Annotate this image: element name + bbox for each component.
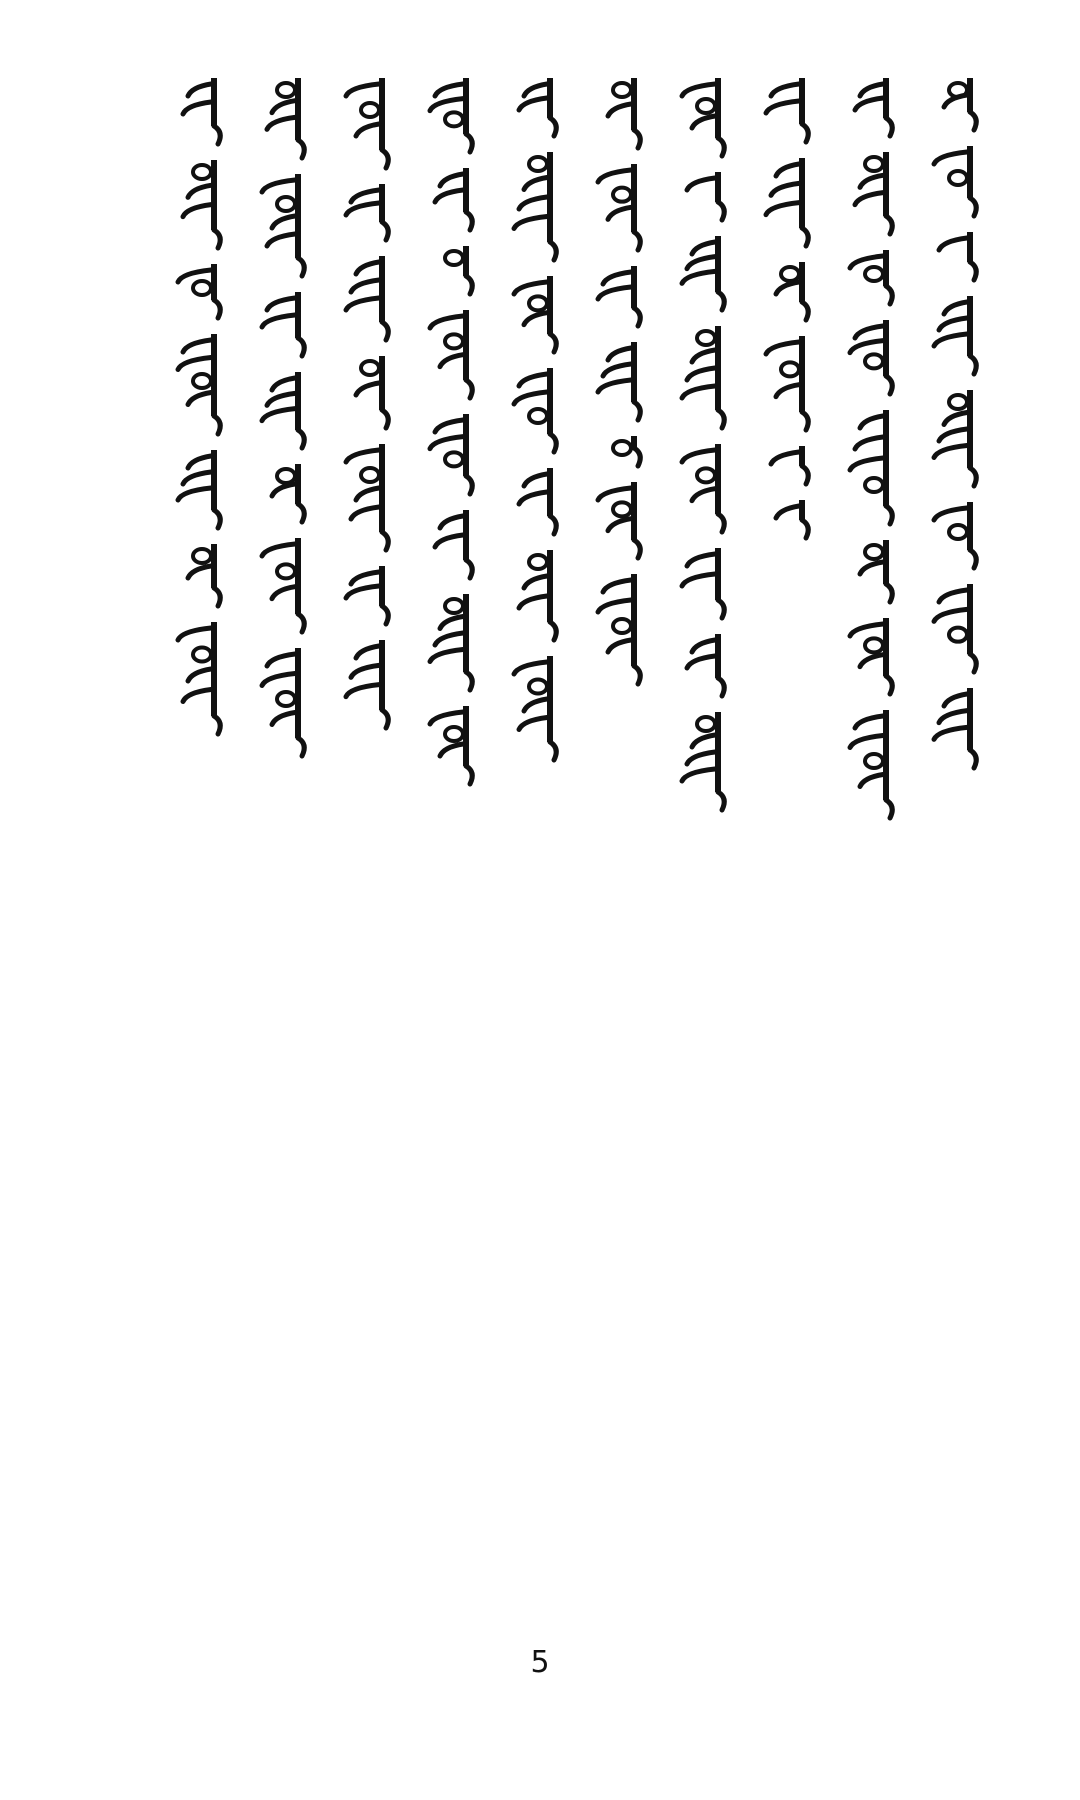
page-number: 5 [530, 1645, 550, 1680]
word-glyph [766, 158, 808, 246]
word-glyph [598, 482, 640, 558]
word-glyph [178, 334, 220, 434]
word-glyph [687, 634, 724, 696]
word-glyph [771, 446, 808, 484]
text-column-7 [414, 72, 498, 1632]
word-glyph [272, 464, 304, 522]
word-glyph [613, 436, 640, 466]
word-glyph [430, 78, 472, 152]
word-glyph [346, 566, 388, 624]
word-glyph [430, 414, 472, 494]
word-glyph [346, 78, 388, 168]
word-glyph [608, 78, 640, 148]
mongolian-text-block [162, 72, 1002, 1632]
word-glyph [178, 264, 220, 318]
word-glyph [519, 468, 556, 534]
word-glyph [346, 444, 388, 550]
word-glyph [178, 622, 220, 734]
word-glyph [262, 174, 304, 276]
word-glyph [435, 168, 472, 230]
text-column-8 [330, 72, 414, 1632]
word-glyph [435, 510, 472, 578]
word-glyph [356, 356, 388, 428]
column-glyphs [246, 72, 330, 1632]
word-glyph [687, 172, 724, 220]
word-glyph [934, 584, 976, 672]
text-column-3 [750, 72, 834, 1632]
word-glyph [682, 444, 724, 532]
column-glyphs [162, 72, 246, 1632]
column-glyphs [414, 72, 498, 1632]
word-glyph [519, 550, 556, 640]
text-column-4 [666, 72, 750, 1632]
word-glyph [682, 548, 724, 618]
word-glyph [514, 152, 556, 260]
word-glyph [514, 276, 556, 352]
text-column-10 [162, 72, 246, 1632]
text-column-2 [834, 72, 918, 1632]
word-glyph [934, 146, 976, 216]
word-glyph [855, 78, 892, 136]
word-glyph [514, 368, 556, 452]
word-glyph [934, 688, 976, 768]
word-glyph [776, 262, 808, 320]
word-glyph [262, 538, 304, 632]
word-glyph [939, 232, 976, 280]
word-glyph [934, 296, 976, 374]
column-glyphs [330, 72, 414, 1632]
column-glyphs [666, 72, 750, 1632]
word-glyph [682, 78, 724, 156]
word-glyph [183, 160, 220, 248]
word-glyph [934, 502, 976, 568]
word-glyph [188, 544, 220, 606]
word-glyph [430, 706, 472, 784]
word-glyph [598, 574, 640, 684]
word-glyph [346, 640, 388, 728]
word-glyph [598, 266, 640, 326]
word-glyph [445, 246, 472, 294]
word-glyph [850, 250, 892, 304]
text-column-6 [498, 72, 582, 1632]
word-glyph [944, 78, 976, 130]
word-glyph [766, 78, 808, 142]
word-glyph [855, 152, 892, 234]
word-glyph [267, 78, 304, 158]
word-glyph [430, 594, 472, 690]
word-glyph [598, 342, 640, 420]
word-glyph [262, 648, 304, 756]
word-glyph [766, 336, 808, 430]
word-glyph [178, 450, 220, 528]
word-glyph [682, 236, 724, 310]
word-glyph [682, 326, 724, 428]
word-glyph [860, 540, 892, 602]
word-glyph [850, 710, 892, 818]
word-glyph [262, 372, 304, 448]
word-glyph [262, 292, 304, 356]
text-column-9 [246, 72, 330, 1632]
word-glyph [850, 410, 892, 524]
text-column-5 [582, 72, 666, 1632]
word-glyph [598, 164, 640, 250]
word-glyph [850, 320, 892, 394]
column-glyphs [582, 72, 666, 1632]
word-glyph [519, 78, 556, 136]
word-glyph [346, 256, 388, 340]
word-glyph [430, 310, 472, 398]
column-glyphs [750, 72, 834, 1632]
column-glyphs [498, 72, 582, 1632]
word-glyph [850, 618, 892, 694]
word-glyph [682, 712, 724, 810]
column-glyphs [834, 72, 918, 1632]
word-glyph [346, 184, 388, 240]
word-glyph [776, 500, 808, 538]
word-glyph [183, 78, 220, 144]
text-column-1 [918, 72, 1002, 1632]
word-glyph [934, 390, 976, 486]
column-glyphs [918, 72, 1002, 1632]
word-glyph [514, 656, 556, 760]
